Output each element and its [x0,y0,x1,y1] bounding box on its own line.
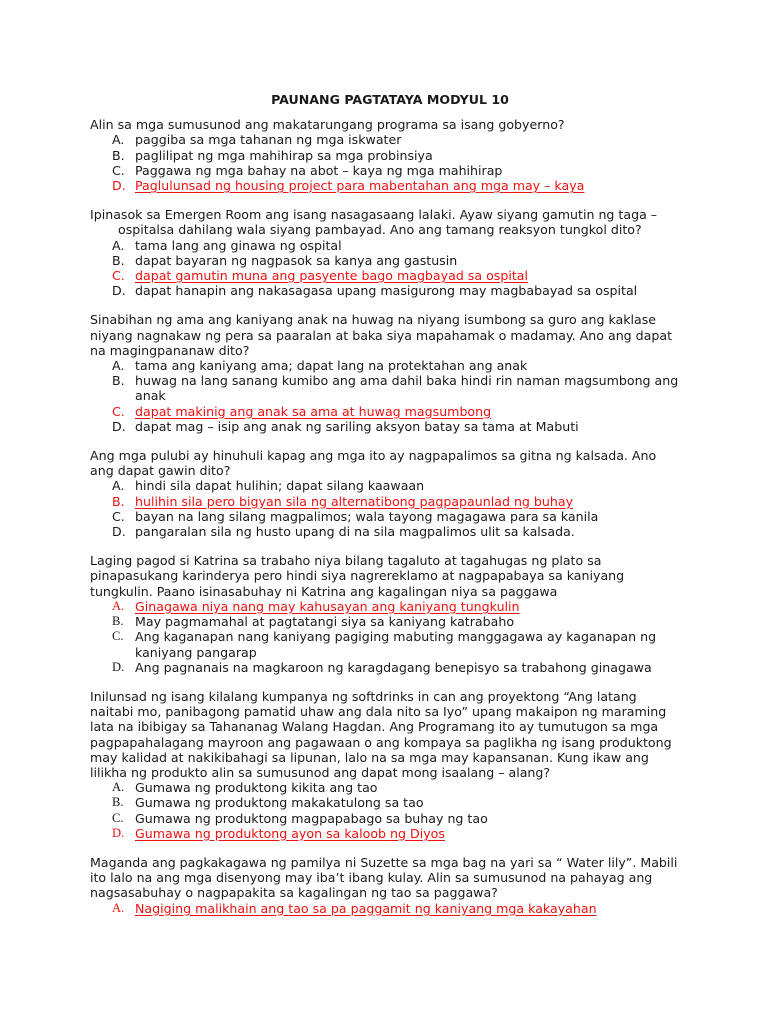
choice-text: pangaralan sila ng husto upang di na sila magpalimos ulit sa kalsada. [135,524,575,540]
choice-text: Gumawa ng produktong magpapabago sa buhay ng tao [135,810,488,826]
choice-letter: D. [112,825,125,840]
question-7 [90,855,680,916]
question-stem: Alin sa mga sumusunod ang makatarungang programa sa isang gobyerno? [90,117,565,133]
question-stem: Maganda ang pagkakagawa ng pamilya ni Suzette sa mga bag na yari sa “ Water lily”. Mabili ito lalo na ang mga disenyong may iba’t ibang kulay. Alin sa sumusunod na pahayag ang nagsasabuhay o nagpapakita sa kagalingan ng tao sa paggawa? [90,854,678,901]
choice-text: huwag na lang sanang kumibo ang ama dahil baka hindi rin naman magsumbong ang anak [135,373,679,404]
choice-letter: A. [112,132,125,148]
choice-text: tama ang kaniyang ama; dapat lang na protektahan ang anak [135,358,528,374]
choice-letter: A. [112,237,125,253]
choice-a [90,478,680,493]
choice-letter: C. [112,508,125,524]
question-4 [90,448,680,539]
choice-letter: A. [112,478,125,494]
choice-letter: A. [112,900,125,915]
choice-letter: C. [112,629,124,644]
question-2 [90,207,680,298]
choice-text: bayan na lang silang magpalimos; wala tayong magagawa para sa kanila [135,508,599,524]
choice-c [90,509,680,524]
choice-text: tama lang ang ginawa ng ospital [135,237,342,253]
question-3 [90,312,680,434]
choice-text: Ang pagnanais na magkaroon ng karagdagang benepisyo sa trabahong ginagawa [135,659,652,675]
choice-text: paglilipat ng mga mahihirap sa mga probinsiya [135,147,433,163]
choice-text: Ginagawa niya nang may kahusayan ang kaniyang tungkulin [135,598,520,614]
choice-letter: D. [112,283,126,299]
choice-text: dapat makinig ang anak sa ama at huwag magsumbong [135,403,492,419]
choice-letter: C. [112,403,125,419]
question-stem: Ang mga pulubi ay hinuhuli kapag ang mga ito ay nagpapalimos sa gitna ng kalsada. Ano ang dapat gawin dito? [90,448,657,479]
choice-letter: D. [112,178,126,194]
choice-list [90,599,680,675]
choice-list [90,780,680,841]
choice-letter: C. [112,162,125,178]
choice-text: Nagiging malikhain ang tao sa pa paggamit ng kaniyang mga kakayahan [135,900,597,916]
question-stem: Ipinasok sa Emergen Room ang isang nasagasaang lalaki. Ayaw siyang gamutin ng taga – ospitalsa dahilang wala siyang pambayad. Ano ang tamang reaksyon tungkol dito? [90,207,658,238]
choice-d [90,419,680,434]
document-title: PAUNANG PAGTATAYA MODYUL 10 [271,92,509,107]
choice-c [90,629,680,659]
choice-text: Gumawa ng produktong kikita ang tao [135,780,378,796]
choice-letter: B. [112,795,124,810]
choice-text: hindi sila dapat hulihin; dapat silang kaawaan [135,478,425,494]
choice-b [90,614,680,629]
choice-a [90,358,680,373]
choice-letter: D. [112,659,125,674]
choice-a [90,780,680,795]
choice-a [90,238,680,253]
choice-c [90,163,680,178]
choice-text: Paggawa ng mga bahay na abot – kaya ng mga mahihirap [135,162,503,178]
choice-letter: C. [112,268,125,284]
choice-list [90,132,680,193]
choice-a-answer [90,901,680,916]
choice-a-answer [90,599,680,614]
choice-letter: C. [112,810,124,825]
choice-list [90,358,680,434]
choice-text: Paglulunsad ng housing project para mabentahan ang mga may – kaya [135,178,585,194]
choice-letter: B. [112,373,125,389]
choice-letter: A. [112,358,125,374]
choice-text: May pagmamahal at pagtatangi siya sa kaniyang katrabaho [135,614,515,630]
choice-a [90,132,680,147]
choice-letter: D. [112,524,126,540]
choice-c [90,811,680,826]
choice-list [90,901,680,916]
choice-list [90,478,680,539]
choice-text: Ang kaganapan nang kaniyang pagiging mabuting manggagawa ay kaganapan ng kaniyang pangarap [135,629,657,660]
choice-b-answer [90,494,680,509]
question-stem: Inilunsad ng isang kilalang kumpanya ng softdrinks in can ang proyektong “Ang latang naitabi mo, panibagong pamatid uhaw ang dala nito sa Iyo” upang makaipon ng maraming lata na ibibigay sa Tahananag Walang Hagdan. Ang Programang ito ay tumutugon sa mga pagpapahalagang mayroon ang pagawaan o ang kompaya sa paglikha ng isang produktong may kalidad at nakikibahagi sa lipunan, lalo na sa mga may kapansanan. Kung ikaw ang lilikha ng produkto alin sa sumusunod ang dapat mong isaalang – alang? [90,688,672,780]
choice-c-answer [90,404,680,419]
choice-d [90,524,680,539]
question-stem: Sinabihan ng ama ang kaniyang anak na huwag na niyang isumbong sa guro ang kaklase niyang nagnakaw ng pera sa paaralan at baka siya mapahamak o madamay. Ano ang dapat na magingpananaw dito? [90,312,673,358]
question-6 [90,689,680,841]
choice-text: dapat mag – isip ang anak ng sariling aksyon batay sa tama at Mabuti [135,418,579,434]
choice-letter: B. [112,252,125,268]
choice-b [90,148,680,163]
choice-d-answer [90,826,680,841]
document-page [90,92,680,930]
choice-text: dapat hanapin ang nakasagasa upang masigurong may magbabayad sa ospital [135,283,638,299]
choice-text: dapat bayaran ng nagpasok sa kanya ang gastusin [135,252,458,268]
choice-letter: A. [112,598,125,613]
choice-text: paggiba sa mga tahanan ng mga iskwater [135,132,402,148]
choice-text: hulihin sila pero bigyan sila ng alternatibong pagpapaunlad ng buhay [135,493,574,509]
choice-letter: B. [112,493,125,509]
question-stem: Laging pagod si Katrina sa trabaho niya bilang tagaluto at tagahugas ng plato sa pinapasukang karinderya pero hindi siya nagrereklamo at nagpapabaya sa kaniyang tungkulin. Paano isinasabuhay ni Katrina ang kagalingan niya sa paggawa [90,553,625,599]
choice-text: dapat gamutin muna ang pasyente bago magbayad sa ospital [135,268,529,284]
choice-b [90,373,680,403]
choice-d [90,660,680,675]
question-5 [90,553,680,675]
choice-letter: B. [112,614,124,629]
choice-b [90,253,680,268]
question-1 [90,117,680,193]
choice-d-answer [90,178,680,193]
choice-b [90,795,680,810]
choice-text: Gumawa ng produktong ayon sa kaloob ng Diyos [135,825,445,841]
choice-letter: D. [112,418,126,434]
choice-text: Gumawa ng produktong makakatulong sa tao [135,795,424,811]
choice-letter: A. [112,780,125,795]
choice-c-answer [90,268,680,283]
choice-list [90,238,680,299]
choice-d [90,283,680,298]
choice-letter: B. [112,147,125,163]
